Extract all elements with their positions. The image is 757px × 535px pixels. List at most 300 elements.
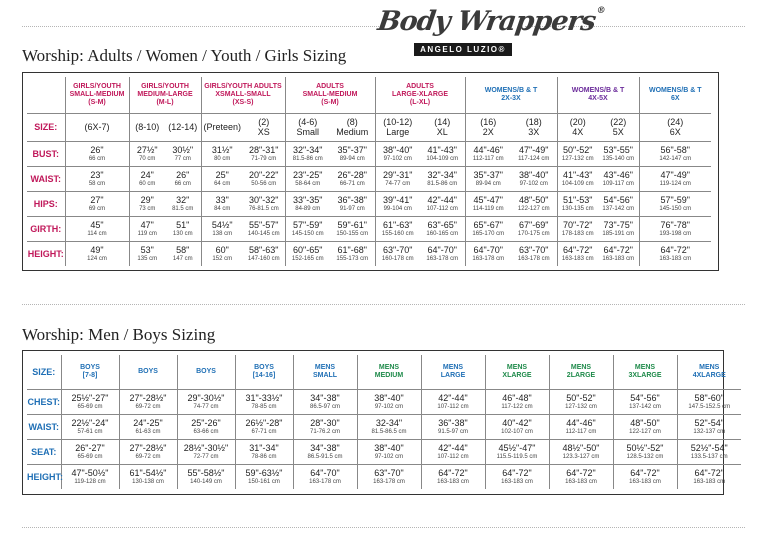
cm-value: 163-178 cm (373, 478, 405, 485)
measure-cell (129, 241, 201, 266)
measure-entry (511, 195, 557, 213)
inches-value: 73"-75" (603, 219, 633, 230)
measure-entry (420, 145, 465, 163)
measure-cell (375, 216, 465, 241)
inches-value: 42"-44" (427, 194, 457, 205)
header-line: 2LARGE (566, 371, 596, 379)
size-entry (165, 122, 201, 132)
inches-value: 41"-43" (563, 169, 593, 180)
measure-cell (465, 191, 557, 216)
size-entry (286, 117, 331, 137)
inches-value: 64"-72" (502, 467, 532, 478)
row-label: HIPS: (27, 191, 65, 216)
header-line: BOYS (254, 363, 274, 371)
cm-value: 102-107 cm (501, 428, 533, 435)
measure-entry (330, 220, 375, 238)
cm-value: 119 cm (137, 230, 157, 237)
size-entry (330, 117, 375, 137)
header-line: (XS-S) (232, 98, 254, 106)
inches-value: 29" (140, 194, 154, 205)
size-cell (639, 113, 711, 141)
inches-value: 39"-41" (383, 194, 413, 205)
measure-cell (375, 141, 465, 166)
measure-cell (129, 141, 201, 166)
row-label: HEIGHT: (27, 464, 61, 489)
cm-value: 97-102 cm (383, 155, 412, 162)
header-line: MENS (442, 363, 464, 371)
cm-value: 107-112 cm (437, 403, 469, 410)
cm-value: 80 cm (214, 155, 231, 162)
size-name: XL (436, 127, 448, 137)
measure-cell (557, 216, 639, 241)
cm-value: 163-178 cm (517, 255, 550, 262)
measure-cell (485, 439, 549, 464)
measure-entry (130, 245, 166, 263)
measure-cell (61, 439, 119, 464)
measure-entry (202, 170, 244, 188)
inches-value: 50"-52" (566, 392, 596, 403)
cm-value: 112-117 cm (472, 155, 504, 162)
measure-group (376, 245, 465, 263)
size-group (376, 117, 465, 137)
cm-value: 163-183 cm (561, 255, 594, 262)
measure-cell (613, 464, 677, 489)
header-line: ADULTS (406, 82, 434, 90)
cm-value: 119-124 cm (659, 180, 691, 187)
cm-value: 65-69 cm (77, 453, 103, 460)
size-group (466, 117, 557, 137)
measure-entry (466, 195, 512, 213)
measure-entry (511, 245, 557, 263)
measure-cell (65, 216, 129, 241)
measure-cell (357, 464, 421, 489)
measure-group (202, 220, 285, 238)
inches-value: 32"-34" (293, 144, 323, 155)
size-code: (16) (480, 117, 497, 127)
column-header (421, 355, 485, 389)
inches-value: 54½" (211, 219, 233, 230)
header-line: [7-8] (82, 371, 98, 379)
measure-group (202, 170, 285, 188)
row-label: CHEST: (27, 389, 61, 414)
cm-value: 58-64 cm (295, 180, 321, 187)
inches-value: 32"-34" (427, 169, 457, 180)
measure-group (130, 145, 201, 163)
inches-value: 45"-47" (473, 194, 503, 205)
header-line: (L-XL) (409, 98, 431, 106)
cm-value: 117-124 cm (518, 155, 550, 162)
measure-cell (119, 389, 177, 414)
cm-value: 76-81.5 cm (248, 205, 279, 212)
measure-entry (598, 170, 639, 188)
inches-value: 60"-65" (293, 244, 323, 255)
measure-cell (557, 141, 639, 166)
inches-value: 64"-72" (660, 244, 690, 255)
measure-group (286, 220, 375, 238)
header-line: BOYS (80, 363, 100, 371)
header-line: MENS (634, 363, 656, 371)
size-cell (201, 113, 285, 141)
cm-value: 104-109 cm (561, 180, 594, 187)
measure-cell (235, 389, 293, 414)
cm-value: 78-86 cm (251, 453, 277, 460)
men-size-table (27, 355, 741, 489)
header-line: SMALL-MEDIUM (69, 90, 125, 98)
measure-cell (549, 389, 613, 414)
size-code: (14) (434, 117, 451, 127)
measure-cell (119, 464, 177, 489)
measure-cell (375, 241, 465, 266)
measure-entry (243, 195, 285, 213)
measure-cell (421, 414, 485, 439)
measure-group (466, 170, 557, 188)
header-line: (S-M) (88, 98, 106, 106)
cm-value: 72-77 cm (193, 453, 219, 460)
cm-value: 147.5-152.5 cm (688, 403, 731, 410)
measure-group (558, 220, 639, 238)
cm-value: 128.5-132 cm (626, 453, 664, 460)
inches-value: 32" (176, 194, 190, 205)
cm-value: 163-183 cm (659, 255, 692, 262)
inches-value: 63"-70" (383, 244, 413, 255)
header-line: MENS (314, 363, 336, 371)
inches-value: 64"-72" (438, 467, 468, 478)
cm-value: 145-150 cm (659, 205, 692, 212)
size-entry (420, 117, 465, 137)
row-label: SEAT: (27, 439, 61, 464)
measure-cell (201, 141, 285, 166)
cm-value: 86.5-91.5 cm (307, 453, 343, 460)
measure-entry (165, 170, 201, 188)
cm-value: 140-149 cm (190, 478, 222, 485)
measure-cell (421, 439, 485, 464)
size-group (286, 117, 375, 137)
inches-value: 50"-52" (563, 144, 593, 155)
size-cell (129, 113, 201, 141)
inches-value: 42"-44" (438, 442, 468, 453)
inches-value: 64"-72" (630, 467, 660, 478)
measure-cell (285, 216, 375, 241)
inches-value: 64"-72" (566, 467, 596, 478)
measure-cell (357, 439, 421, 464)
measure-cell (465, 166, 557, 191)
measure-cell (421, 464, 485, 489)
measure-group (286, 245, 375, 263)
measure-group (466, 220, 557, 238)
cm-value: 69-72 cm (135, 453, 161, 460)
cm-value: 66 cm (88, 155, 106, 162)
row-label-size: SIZE: (32, 366, 56, 377)
cm-value: 84 cm (214, 205, 231, 212)
measure-entry (165, 245, 201, 263)
cm-value: 78-85 cm (251, 403, 277, 410)
inches-value: 26" (90, 144, 104, 155)
inches-value: 22½"-24" (71, 417, 109, 428)
header-line: MENS (506, 363, 528, 371)
cm-value: 163-183 cm (501, 478, 533, 485)
inches-value: 43"-46" (603, 169, 633, 180)
size-name: Small (296, 127, 319, 137)
inches-value: 26½"-28" (245, 417, 283, 428)
cm-value: 97-102 cm (374, 453, 404, 460)
header-line: MENS (378, 363, 400, 371)
measure-group (130, 245, 201, 263)
measure-entry (511, 170, 557, 188)
inches-value: 27½" (136, 144, 158, 155)
measure-cell (293, 464, 357, 489)
measure-cell (129, 216, 201, 241)
inches-value: 54"-56" (630, 392, 660, 403)
size-name: 6X (669, 127, 681, 137)
cm-value: 71-76.2 cm (309, 428, 340, 435)
inches-value: 76"-78" (660, 219, 690, 230)
cm-value: 81.5-86 cm (292, 155, 323, 162)
measure-entry (558, 145, 599, 163)
header-line: LARGE-XLARGE (392, 90, 448, 98)
cm-value: 69-72 cm (135, 403, 161, 410)
measure-cell (201, 241, 285, 266)
measure-entry (598, 145, 639, 163)
header-line: GIRLS/YOUTH (141, 82, 189, 90)
cm-value: 89-94 cm (475, 180, 501, 187)
cm-value: 163-183 cm (565, 478, 597, 485)
measure-cell (201, 166, 285, 191)
cm-value: 160-165 cm (426, 230, 459, 237)
inches-value: 46"-48" (502, 392, 532, 403)
size-cell (285, 113, 375, 141)
cm-value: 84-89 cm (295, 205, 321, 212)
measure-group (286, 145, 375, 163)
header-line: (S-M) (321, 98, 339, 106)
measure-cell (557, 241, 639, 266)
measure-group (640, 245, 712, 263)
row-label-size: SIZE: (27, 113, 65, 141)
inches-value: 36"-38" (337, 194, 367, 205)
header-line: XLARGE (502, 371, 532, 379)
size-group (558, 117, 639, 137)
cm-value: 152 cm (212, 255, 233, 262)
cm-value: 163-183 cm (629, 478, 661, 485)
cm-value: 104-109 cm (426, 155, 459, 162)
men-size-chart (22, 350, 731, 495)
cm-value: 185-191 cm (602, 230, 635, 237)
measure-cell (65, 191, 129, 216)
column-header (613, 355, 677, 389)
size-cell (375, 113, 465, 141)
cm-value: 109-117 cm (602, 180, 634, 187)
cm-value: 66-71 cm (339, 180, 365, 187)
measure-entry (130, 170, 166, 188)
measure-cell (293, 414, 357, 439)
header-line: BOYS (196, 367, 216, 375)
measure-entry (243, 170, 285, 188)
inches-value: 58" (176, 244, 190, 255)
measure-group (376, 195, 465, 213)
cm-value: 163-178 cm (309, 478, 341, 485)
inches-value: 28"-31" (249, 144, 279, 155)
cm-value: 124 cm (87, 255, 107, 262)
inches-value: 49" (90, 244, 104, 255)
measure-cell (201, 191, 285, 216)
header-line: [14-16] (252, 371, 276, 379)
size-name: 4X (572, 127, 584, 137)
size-entry (598, 117, 639, 137)
size-name: 3X (528, 127, 540, 137)
measure-entry (558, 170, 599, 188)
measure-entry (243, 145, 285, 163)
measure-entry (598, 245, 639, 263)
measure-cell (639, 216, 711, 241)
cm-value: 135-140 cm (602, 155, 635, 162)
section-title-men: Worship: Men / Boys Sizing (22, 325, 216, 344)
measure-cell (293, 439, 357, 464)
measure-entry (376, 170, 421, 188)
inches-value: 38"-40" (383, 144, 413, 155)
inches-value: 25"-26" (191, 417, 221, 428)
inches-value: 58"-63" (249, 244, 279, 255)
header-line: MEDIUM (374, 371, 404, 379)
cm-value: 163-178 cm (426, 255, 459, 262)
measure-cell (235, 414, 293, 439)
header-line: GIRLS/YOUTH ADULTS (204, 82, 282, 90)
measure-cell (485, 389, 549, 414)
measure-cell (177, 464, 235, 489)
size-code: (10-12) (383, 117, 413, 127)
header-line: 2X-3X (501, 94, 521, 102)
measure-group (66, 195, 129, 213)
cm-value: 145-150 cm (291, 230, 324, 237)
size-code: (4-6) (298, 117, 318, 127)
inches-value: 30"-32" (249, 194, 279, 205)
inches-value: 34"-38" (310, 392, 340, 403)
inches-value: 25½"-27" (71, 392, 109, 403)
women-size-chart (22, 72, 719, 271)
size-entry (376, 117, 421, 137)
measure-group (466, 145, 557, 163)
column-header (465, 77, 557, 113)
divider-top (22, 26, 379, 27)
measure-cell (61, 389, 119, 414)
measure-group (640, 195, 712, 213)
measure-group (66, 145, 129, 163)
measure-group (640, 145, 712, 163)
inches-value: 64"-70" (473, 244, 503, 255)
inches-value: 64"-70" (427, 244, 457, 255)
cm-value: 107-112 cm (426, 205, 458, 212)
measure-entry (511, 145, 557, 163)
column-header (129, 77, 201, 113)
inches-value: 35"-37" (337, 144, 367, 155)
measure-entry (376, 220, 421, 238)
measure-entry (202, 195, 244, 213)
cm-value: 147-160 cm (247, 255, 280, 262)
measure-group (558, 195, 639, 213)
measure-entry (202, 245, 244, 263)
inches-value: 47"-49" (519, 144, 549, 155)
measure-entry (466, 145, 512, 163)
inches-value: 65"-67" (473, 219, 503, 230)
measure-cell (549, 464, 613, 489)
cm-value: 58 cm (88, 180, 106, 187)
measure-entry (376, 245, 421, 263)
size-group (130, 122, 201, 132)
cm-value: 155-173 cm (336, 255, 369, 262)
cm-value: 193-198 cm (659, 230, 692, 237)
header-line: ADULTS (316, 82, 344, 90)
measure-cell (465, 141, 557, 166)
inches-value: 23"-25" (293, 169, 323, 180)
measure-entry (330, 195, 375, 213)
measure-cell (65, 141, 129, 166)
header-line: SMALL (312, 371, 338, 379)
measure-group (130, 220, 201, 238)
inches-value: 44"-46" (473, 144, 503, 155)
inches-value: 41"-43" (427, 144, 457, 155)
measure-cell (557, 191, 639, 216)
cm-value: 63-66 cm (193, 428, 219, 435)
measure-cell (129, 166, 201, 191)
cm-value: 66 cm (174, 180, 191, 187)
size-name: Medium (336, 127, 369, 137)
measure-group (66, 170, 129, 188)
measure-entry (66, 145, 129, 163)
measure-group (376, 145, 465, 163)
column-header (639, 77, 711, 113)
column-header (293, 355, 357, 389)
inches-value: 53" (140, 244, 154, 255)
measure-cell (375, 166, 465, 191)
measure-entry (640, 220, 712, 238)
cm-value: 81.5 cm (172, 205, 194, 212)
measure-entry (286, 245, 331, 263)
inches-value: 31"-34" (249, 442, 279, 453)
measure-entry (130, 145, 166, 163)
cm-value: 150-155 cm (336, 230, 369, 237)
header-line: 6X (670, 94, 680, 102)
inches-value: 51"-53" (563, 194, 593, 205)
cm-value: 74-77 cm (385, 180, 411, 187)
size-name: XS (257, 127, 270, 137)
measure-cell (177, 389, 235, 414)
column-header (485, 355, 549, 389)
measure-group (286, 170, 375, 188)
measure-cell (421, 389, 485, 414)
inches-value: 60" (215, 244, 229, 255)
size-cell (465, 113, 557, 141)
measure-group (130, 195, 201, 213)
cm-value: 89-94 cm (339, 155, 365, 162)
column-header (549, 355, 613, 389)
column-header (285, 77, 375, 113)
cm-value: 112-117 cm (565, 428, 597, 435)
size-entry (511, 117, 557, 137)
cm-value: 132-137 cm (693, 428, 726, 435)
inches-value: 47" (140, 219, 154, 230)
cm-value: 70 cm (139, 155, 156, 162)
measure-cell (65, 166, 129, 191)
inches-value: 64"-72" (563, 244, 593, 255)
measure-cell (65, 241, 129, 266)
inches-value: 26"-28" (337, 169, 367, 180)
measure-cell (235, 464, 293, 489)
cm-value: 123.3-127 cm (562, 453, 600, 460)
cm-value: 127-132 cm (565, 403, 597, 410)
inches-value: 45½"-47" (498, 442, 536, 453)
column-header (119, 355, 177, 389)
inches-value: 35"-37" (473, 169, 503, 180)
header-line: MEDIUM-LARGE (137, 90, 193, 98)
measure-cell (465, 216, 557, 241)
